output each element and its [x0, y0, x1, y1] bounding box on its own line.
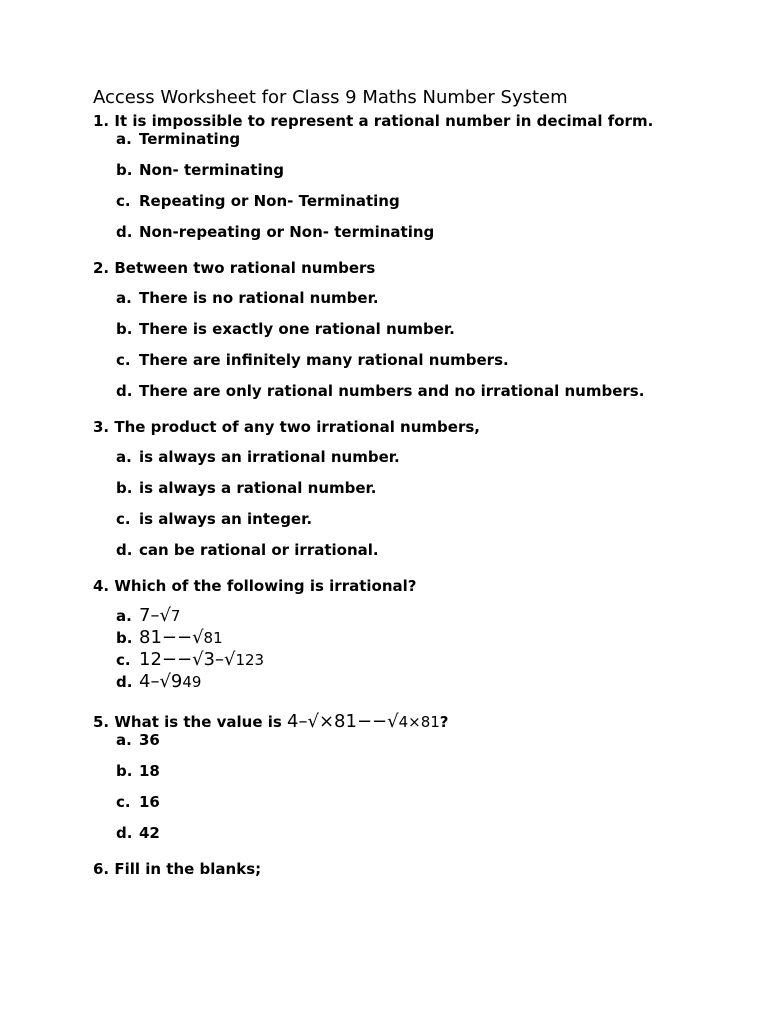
option-4d — [93, 671, 674, 693]
question-1: 1. It is impossible to represent a rational number in decimal form. — [93, 112, 654, 130]
option-letter: a. — [116, 130, 132, 148]
option-text: 16 — [139, 793, 160, 811]
option-3b — [93, 479, 674, 498]
option-2c — [93, 351, 674, 370]
option-5a — [93, 731, 674, 750]
option-letter: d. — [116, 223, 133, 241]
option-letter: c. — [116, 351, 131, 369]
option-text: 36 — [139, 731, 160, 749]
option-text: is always a rational number. — [139, 479, 377, 497]
option-letter: c. — [116, 793, 131, 811]
option-letter: c. — [116, 510, 131, 528]
question-3-options — [93, 448, 674, 560]
option-text: There are only rational numbers and no irrational numbers. — [139, 382, 645, 400]
math-expression: 7–√ — [139, 605, 171, 626]
option-text: is always an integer. — [139, 510, 313, 528]
math-subscript: 49 — [182, 673, 202, 691]
option-text: is always an irrational number. — [139, 448, 400, 466]
option-letter: b. — [116, 320, 133, 338]
option-1a — [93, 130, 674, 149]
option-5d — [93, 824, 674, 843]
option-text: Terminating — [139, 130, 241, 148]
option-letter: a. — [116, 607, 132, 625]
option-letter: d. — [116, 382, 133, 400]
math-expression: 4–√×81−−√ — [287, 711, 399, 732]
question-4-options — [93, 605, 674, 693]
math-subscript: 123 — [235, 651, 265, 669]
option-3a — [93, 448, 674, 467]
option-letter: a. — [116, 289, 132, 307]
option-letter: c. — [116, 192, 131, 210]
option-letter: a. — [116, 731, 132, 749]
math-expression: 81−−√ — [139, 627, 204, 648]
option-letter: b. — [116, 762, 133, 780]
option-4a — [93, 605, 674, 627]
question-5-math — [287, 711, 440, 732]
question-5-options — [93, 731, 674, 843]
option-text: can be rational or irrational. — [139, 541, 379, 559]
option-math — [139, 627, 674, 649]
question-5-suffix: ? — [439, 713, 449, 731]
option-4b — [93, 627, 674, 649]
option-2b — [93, 320, 674, 339]
page-title: Access Worksheet for Class 9 Maths Number System — [93, 87, 568, 108]
option-text: 42 — [139, 824, 160, 842]
option-letter: c. — [116, 651, 131, 669]
math-subscript: 81 — [203, 629, 223, 647]
question-2: 2. Between two rational numbers — [93, 259, 376, 277]
option-5c — [93, 793, 674, 812]
option-2a — [93, 289, 674, 308]
option-letter: d. — [116, 824, 133, 842]
option-4c — [93, 649, 674, 671]
question-1-options — [93, 130, 674, 242]
question-3: 3. The product of any two irrational numbers, — [93, 418, 480, 436]
option-1c — [93, 192, 674, 211]
option-letter: b. — [116, 629, 133, 647]
option-letter: b. — [116, 161, 133, 179]
worksheet-page — [93, 86, 674, 878]
option-math — [139, 649, 674, 671]
option-text: Non- terminating — [139, 161, 285, 179]
option-letter: a. — [116, 448, 132, 466]
question-4: 4. Which of the following is irrational? — [93, 577, 417, 595]
option-text: Repeating or Non- Terminating — [139, 192, 400, 210]
option-1b — [93, 161, 674, 180]
option-text: 18 — [139, 762, 160, 780]
question-2-options — [93, 289, 674, 401]
option-math — [139, 605, 674, 627]
option-letter: d. — [116, 673, 133, 691]
question-5-prefix: 5. What is the value is — [93, 713, 288, 731]
option-text: Non-repeating or Non- terminating — [139, 223, 435, 241]
question-6: 6. Fill in the blanks; — [93, 860, 262, 878]
option-letter: d. — [116, 541, 133, 559]
math-subscript: 7 — [170, 607, 181, 625]
question-5 — [93, 713, 674, 731]
option-2d — [93, 382, 674, 401]
option-1d — [93, 223, 674, 242]
option-3c — [93, 510, 674, 529]
option-5b — [93, 762, 674, 781]
option-3d — [93, 541, 674, 560]
math-expression: 12−−√3–√ — [139, 649, 236, 670]
math-expression: 4–√9 — [139, 671, 183, 692]
option-math — [139, 671, 674, 693]
option-text: There are infinitely many rational numbers. — [139, 351, 509, 369]
option-text: There is no rational number. — [139, 289, 379, 307]
option-letter: b. — [116, 479, 133, 497]
math-subscript: 4×81 — [398, 713, 440, 731]
option-text: There is exactly one rational number. — [139, 320, 455, 338]
